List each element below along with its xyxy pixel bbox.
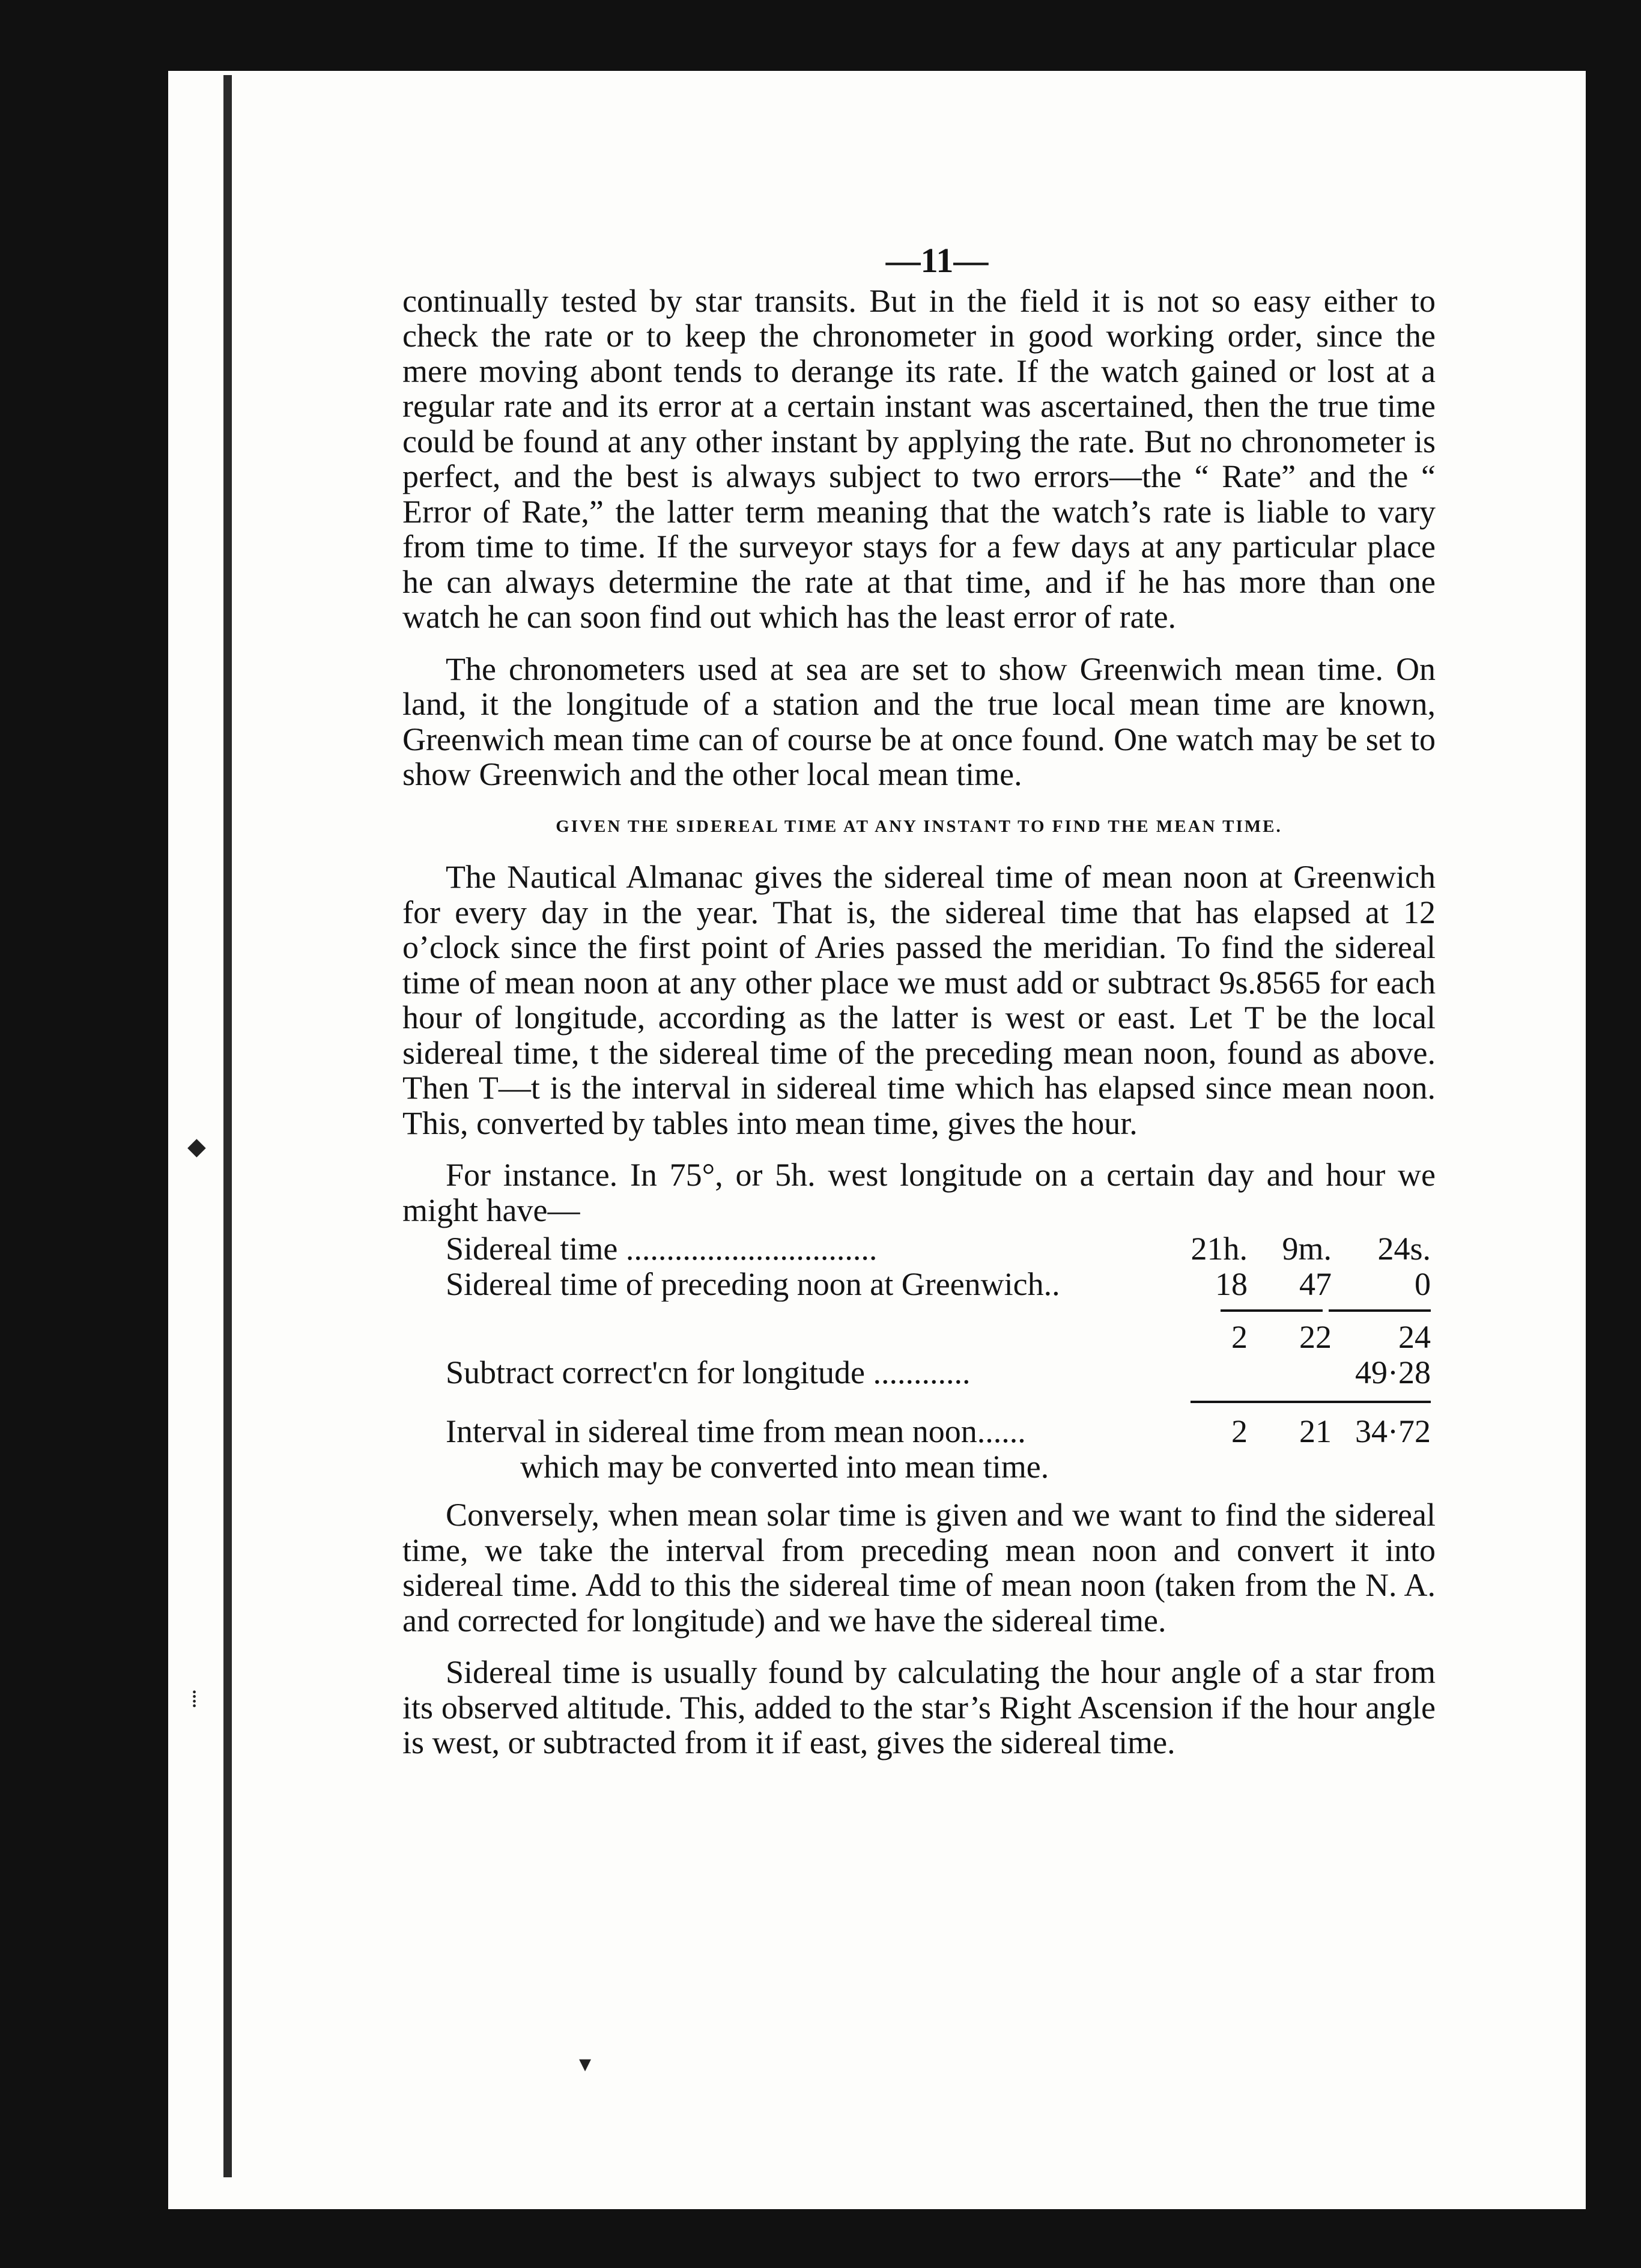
margin-mark-lower: ⁞ bbox=[191, 1685, 198, 1712]
calc-hours: 21h. bbox=[1191, 1231, 1248, 1267]
calc-rule-second bbox=[446, 1390, 1431, 1414]
calc-minutes: 21 bbox=[1299, 1413, 1332, 1449]
calc-seconds: 24 bbox=[1398, 1319, 1431, 1355]
calc-label: Subtract correct'cn for longitude ............ bbox=[446, 1354, 971, 1390]
rule-segment bbox=[1329, 1309, 1431, 1312]
rule-segment bbox=[1191, 1401, 1431, 1403]
calc-hours: 2 bbox=[1231, 1413, 1248, 1449]
calc-row-interval bbox=[446, 1414, 1431, 1449]
footer-mark: ▾ bbox=[579, 2050, 592, 2077]
calc-label: Sidereal time ............................... bbox=[446, 1231, 878, 1267]
calc-seconds: 34·72 bbox=[1355, 1413, 1431, 1449]
time-calculation bbox=[446, 1231, 1431, 1484]
calc-seconds: 0 bbox=[1415, 1266, 1431, 1302]
page-content bbox=[402, 243, 1436, 1777]
rule-segment bbox=[1221, 1309, 1323, 1312]
paragraph-hour-angle: Sidereal time is usually found by calculating the hour angle of a star from its observed altitude. This, added to the star’s Right Ascension if the hour angle is west, or subtracted from it if east, gives the sidereal time. bbox=[402, 1654, 1436, 1760]
calc-minutes: 22 bbox=[1299, 1319, 1332, 1355]
paragraph-conversely: Conversely, when mean solar time is given and we want to find the sidereal time, we take the interval from preceding mean noon and convert it into sidereal time. Add to this the sidereal time of mean noon (taken from the N. A. and corrected for longitude) and we have the sidereal time. bbox=[402, 1497, 1436, 1639]
calc-row-longitude-correction bbox=[446, 1355, 1431, 1390]
paragraph-for-instance: For instance. In 75°, or 5h. west longitude on a certain day and hour we might have— bbox=[402, 1157, 1436, 1228]
calc-row-preceding-noon bbox=[446, 1267, 1431, 1302]
section-heading: GIVEN THE SIDEREAL TIME AT ANY INSTANT TO FIND THE MEAN TIME. bbox=[556, 816, 1282, 836]
calc-row-difference bbox=[446, 1320, 1431, 1355]
paragraph-chronometers: The chronometers used at sea are set to show Greenwich mean time. On land, it the longitude of a station and the true local mean time are known, Greenwich mean time can of course be at once found. One watch may be set to show Greenwich and the other local mean time. bbox=[402, 650, 1436, 792]
calc-seconds: 49·28 bbox=[1355, 1354, 1431, 1390]
margin-mark-upper: ◆ bbox=[187, 1133, 206, 1160]
calc-label: Sidereal time of preceding noon at Greenwich.. bbox=[446, 1266, 1060, 1302]
calc-row-sidereal-time bbox=[446, 1231, 1431, 1267]
calc-hours: 18 bbox=[1215, 1266, 1248, 1302]
calc-minutes: 9m. bbox=[1282, 1231, 1332, 1267]
paragraph-continuation: continually tested by star transits. But in the field it is not so easy either to check the rate or to keep the chronometer in good working order, since the mere moving abont tends to derange its rate. If the watch gained or lost at a regular rate and its error at a certain instant was ascertained, then the true time could be found at any other instant by applying the rate. But no chronometer is perfect, and the best is always subject to two errors—the “ Rate” and the “ Error of Rate,” the latter term meaning that the watch’s rate is liable to vary from time to time. If the surveyor stays for a few days at any particular place he can always determine the rate at that time, and if he has more than one watch he can soon find out which has the least error of rate. bbox=[402, 282, 1436, 635]
calc-rule-first bbox=[446, 1302, 1431, 1320]
calc-minutes: 47 bbox=[1299, 1266, 1332, 1302]
calc-seconds: 24s. bbox=[1377, 1231, 1431, 1267]
binding-spine bbox=[223, 75, 232, 2177]
paragraph-nautical-almanac: The Nautical Almanac gives the sidereal time of mean noon at Greenwich for every day in the year. That is, the sidereal time that has elapsed at 12 o’clock since the first point of Aries passed the meridian. To find the sidereal time of mean noon at any other place we must add or subtract 9s.8565 for each hour of longitude, according as the latter is west or east. Let T be the local sidereal time, t the sidereal time of the preceding mean noon, found as above. Then T—t is the interval in sidereal time which has elapsed since mean noon. This, converted by tables into mean time, gives the hour. bbox=[402, 859, 1436, 1141]
calc-label: Interval in sidereal time from mean noon...... bbox=[446, 1414, 1026, 1449]
page-number: —11— bbox=[885, 241, 989, 280]
calc-hours: 2 bbox=[1231, 1319, 1248, 1355]
calc-note: which may be converted into mean time. bbox=[520, 1448, 1049, 1485]
